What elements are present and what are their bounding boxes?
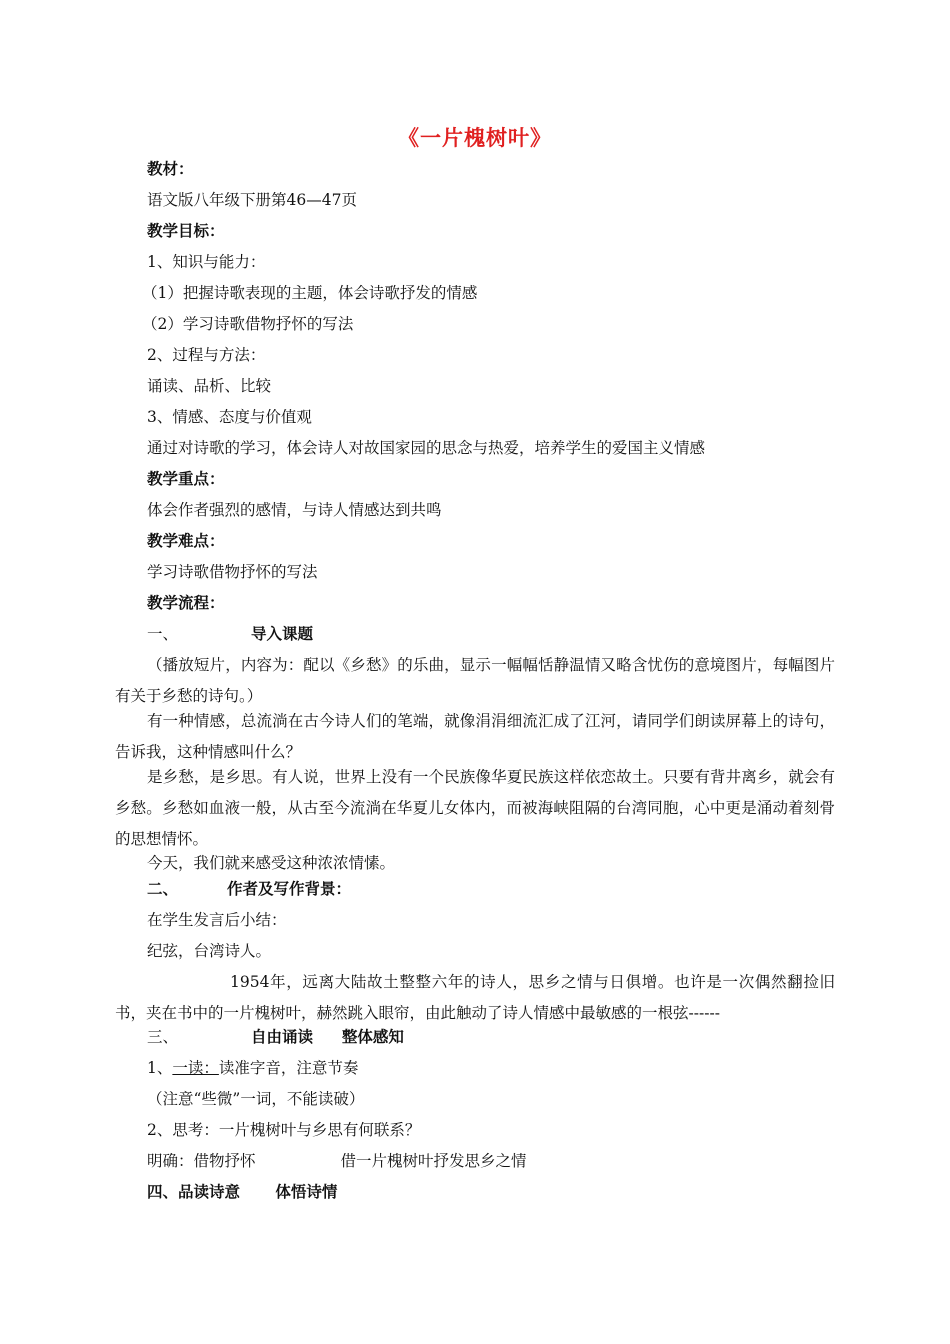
section-2-title: 作者及写作背景： — [226, 879, 351, 898]
key-heading: 教学重点： — [147, 469, 225, 488]
section-2-line-2: 纪弦，台湾诗人。 — [147, 942, 272, 960]
goal-2: 2、过程与方法： — [147, 346, 266, 364]
process-heading: 教学流程： — [147, 593, 225, 612]
section-3-heading — [147, 1027, 404, 1047]
goal-2-text: 诵读、品析、比较 — [147, 377, 272, 395]
section-1-para-3: 是乡愁，是乡思。有人说，世界上没有一个民族像华夏民族这样依恋故土。只要有背井离乡，就会有乡愁。乡愁如血液一般，从古至今流淌在华夏儿女体内，而被海峡阻隔的台湾同胞，心中更是涌动着刻骨的思想情怀。 — [115, 768, 835, 848]
document-title: 《一片槐树叶》 — [398, 125, 552, 150]
section-3-number: 三、 — [147, 1028, 179, 1046]
section-2-heading — [147, 879, 351, 899]
section-3-line-3: 2、思考：一片槐树叶与乡思有何联系？ — [147, 1121, 421, 1139]
section-3-title-b: 整体感知 — [341, 1027, 404, 1046]
section-1-title: 导入课题 — [250, 624, 313, 643]
goal-1: 1、知识与能力： — [147, 253, 266, 271]
key-text: 体会作者强烈的感情，与诗人情感达到共鸣 — [147, 501, 442, 519]
section-3-line-4-b: 借一片槐树叶抒发思乡之情 — [340, 1152, 527, 1170]
section-4-title-b: 体悟诗情 — [275, 1182, 338, 1201]
section-3-line-1-rest: 读准字音，注意节奏 — [218, 1059, 359, 1077]
difficult-heading: 教学难点： — [147, 531, 225, 550]
goal-1-b: （2）学习诗歌借物抒怀的写法 — [142, 315, 354, 333]
goals-heading: 教学目标： — [147, 221, 225, 240]
goal-3-text: 通过对诗歌的学习，体会诗人对故国家园的思念与热爱，培养学生的爱国主义情感 — [147, 439, 706, 457]
section-2-number: 二、 — [147, 879, 179, 898]
section-1-para-4: 今天，我们就来感受这种浓浓情愫。 — [147, 854, 396, 872]
section-3-title-a: 自由诵读 — [250, 1027, 313, 1046]
section-1-para-2: 有一种情感，总流淌在古今诗人们的笔端，就像涓涓细流汇成了江河，请同学们朗读屏幕上的诗句，告诉我，这种情感叫什么？ — [115, 712, 835, 761]
section-3-line-1-underlined: 一读： — [172, 1059, 219, 1077]
goal-3: 3、情感、态度与价值观 — [147, 408, 312, 426]
section-3-line-4-a: 明确：借物抒怀 — [147, 1152, 256, 1170]
section-4-title-a: 四、品读诗意 — [147, 1182, 241, 1201]
goal-1-a: （1）把握诗歌表现的主题，体会诗歌抒发的情感 — [142, 284, 478, 302]
section-3-line-2: （注意“些微”一词，不能读破） — [147, 1090, 365, 1108]
section-1-heading — [147, 624, 313, 644]
material-heading: 教材： — [147, 159, 194, 178]
section-3-line-1 — [147, 1058, 358, 1078]
section-2-para: 1954年，远离大陆故土整整六年的诗人，思乡之情与日俱增。也许是一次偶然翻捡旧书，夹在书中的一片槐树叶，赫然跳入眼帘，由此触动了诗人情感中最敏感的一根弦------ — [115, 973, 835, 1022]
section-1-para-1: （播放短片，内容为：配以《乡愁》的乐曲，显示一幅幅恬静温情又略含忧伤的意境图片，每幅图片有关于乡愁的诗句。） — [115, 656, 835, 705]
difficult-text: 学习诗歌借物抒怀的写法 — [147, 563, 318, 581]
section-3-line-1-prefix: 1、 — [147, 1059, 173, 1077]
material-text: 语文版八年级下册第46—47页 — [147, 191, 357, 209]
section-4-heading — [147, 1182, 337, 1202]
section-1-number: 一、 — [147, 625, 179, 643]
section-2-line-1: 在学生发言后小结： — [147, 911, 287, 929]
section-3-line-4 — [147, 1151, 526, 1171]
